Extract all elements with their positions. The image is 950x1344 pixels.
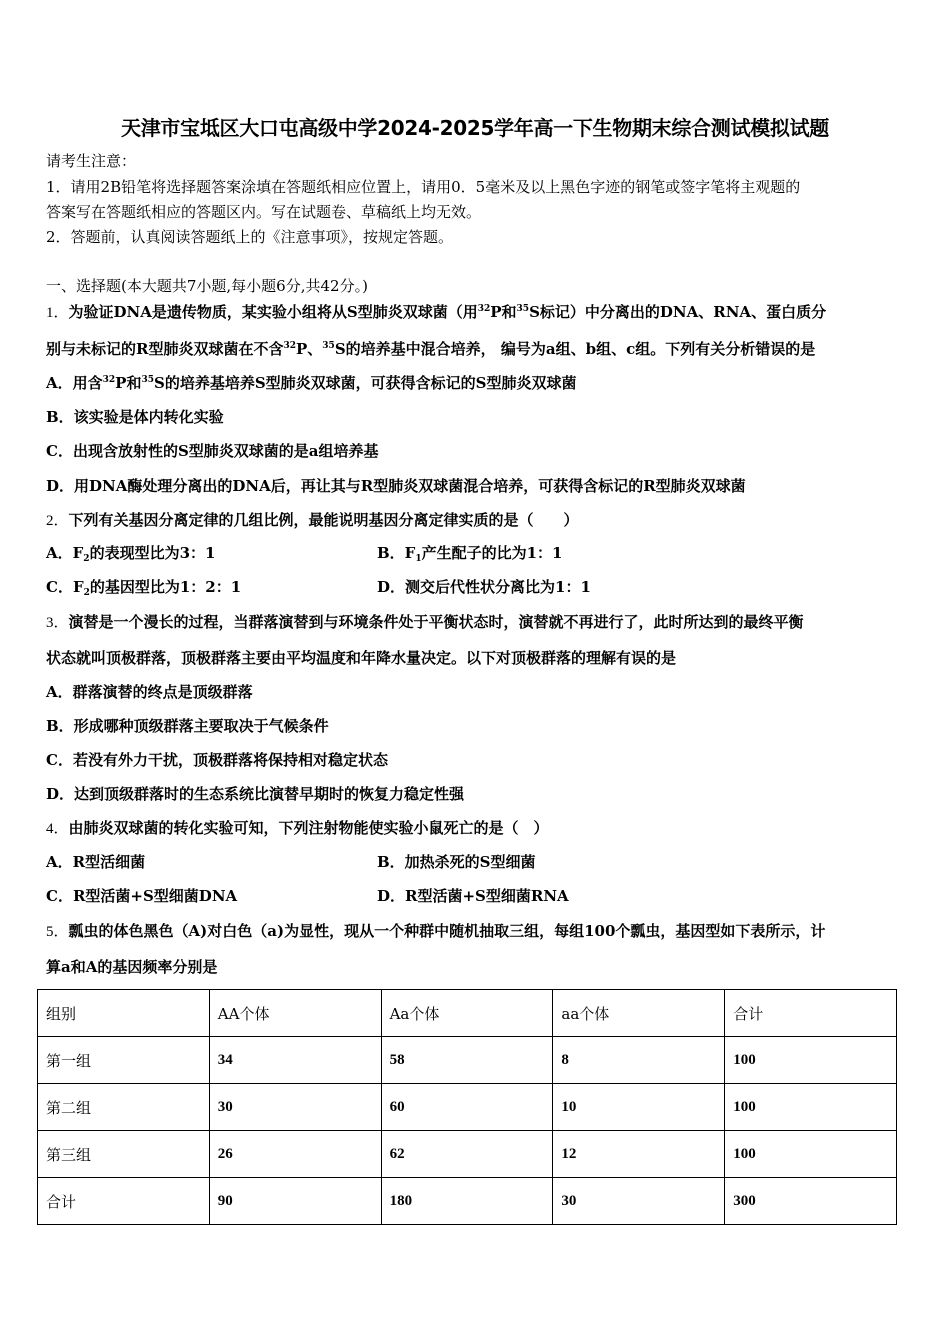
table-cell: 第三组 xyxy=(38,1131,210,1178)
genotype-table xyxy=(37,989,897,1225)
q3-stem-line-1 xyxy=(46,612,804,633)
section-heading: 一、选择题(本大题共7小题,每小题6分,共42分。) xyxy=(46,277,368,295)
q4-number: 4． xyxy=(46,821,69,837)
notice-2: 2．答题前，认真阅读答题纸上的《注意事项》，按规定答题。 xyxy=(46,228,454,246)
notice-1-line-2: 答案写在答题纸相应的答题区内。写在试题卷、草稿纸上均无效。 xyxy=(46,203,482,221)
table-cell: 100 xyxy=(725,1131,897,1178)
subscript: 2 xyxy=(83,554,90,564)
table-cell: 34 xyxy=(209,1037,381,1084)
notice-heading: 请考生注意： xyxy=(46,152,137,170)
table-cell: 合计 xyxy=(38,1178,210,1225)
q1-text: S的培养基中混合培养， 编号为a组、b组、c组。下列有关分析错误的是 xyxy=(334,340,816,358)
q1-option-b: B．该实验是体内转化实验 xyxy=(46,408,224,426)
option-text: 的基因型比为1：2：1 xyxy=(89,578,242,596)
q5-number: 5． xyxy=(46,924,69,940)
option-text: 的表现型比为3：1 xyxy=(89,544,216,562)
q2-stem xyxy=(46,510,579,531)
q3-option-d: D．达到顶级群落时的生态系统比演替早期时的恢复力稳定性强 xyxy=(46,785,465,803)
table-cell: 26 xyxy=(209,1131,381,1178)
table-header-row xyxy=(38,990,897,1037)
subscript: 2 xyxy=(83,588,90,598)
option-text: A．用含 xyxy=(46,374,103,392)
option-text: A．F xyxy=(46,544,84,562)
table-cell: 第二组 xyxy=(38,1084,210,1131)
q3-stem-line-2: 状态就叫顶极群落，顶极群落主要由平均温度和年降水量决定。以下对顶极群落的理解有误的是 xyxy=(46,649,677,667)
q3-number: 3． xyxy=(46,615,69,631)
q2-option-a xyxy=(46,543,215,563)
q1-stem-line-2 xyxy=(46,339,815,359)
page-title: 天津市宝坻区大口屯高级中学2024-2025学年高一下生物期末综合测试模拟试题 xyxy=(121,116,829,140)
q2-option-c xyxy=(46,577,241,597)
table-cell: 58 xyxy=(381,1037,553,1084)
notice-1-line-1: 1．请用2B铅笔将选择题答案涂填在答题纸相应位置上，请用0．5毫米及以上黑色字迹的钢笔或签字笔将主观题的 xyxy=(46,178,801,196)
table-row xyxy=(38,1084,897,1131)
q4-option-a: A．R型活细菌 xyxy=(46,853,146,871)
q1-text: P和 xyxy=(490,303,517,321)
q4-option-b: B．加热杀死的S型细菌 xyxy=(377,853,536,871)
table-row xyxy=(38,1178,897,1225)
superscript: 35 xyxy=(516,304,530,314)
q2-number: 2． xyxy=(46,513,69,529)
q2-text: 下列有关基因分离定律的几组比例，最能说明基因分离定律实质的是（ ） xyxy=(68,511,579,529)
table-cell: 30 xyxy=(553,1178,725,1225)
table-cell: 10 xyxy=(553,1084,725,1131)
table-header-cell: AA个体 xyxy=(209,990,381,1037)
q5-text: 瓢虫的体色黑色（A)对白色（a)为显性，现从一个种群中随机抽取三组，每组100个瓢虫，基因型如下表所示，计 xyxy=(68,922,826,940)
q1-option-c: C．出现含放射性的S型肺炎双球菌的是a组培养基 xyxy=(46,442,379,460)
table-header-cell: 组别 xyxy=(38,990,210,1037)
table-cell: 62 xyxy=(381,1131,553,1178)
q2-option-b xyxy=(377,543,562,563)
option-text: B．F xyxy=(377,544,416,562)
superscript: 32 xyxy=(477,304,491,314)
q1-text: 为验证DNA是遗传物质，某实验小组将从S型肺炎双球菌（用 xyxy=(68,303,478,321)
table-cell: 300 xyxy=(725,1178,897,1225)
table-cell: 180 xyxy=(381,1178,553,1225)
q1-text: 别与未标记的R型肺炎双球菌在不含 xyxy=(46,340,284,358)
table-row xyxy=(38,1131,897,1178)
q3-option-c: C．若没有外力干扰，顶极群落将保持相对稳定状态 xyxy=(46,751,388,769)
q4-text: 由肺炎双球菌的转化实验可知，下列注射物能使实验小鼠死亡的是（ ） xyxy=(68,819,549,837)
option-text: C．F xyxy=(46,578,84,596)
table-cell: 8 xyxy=(553,1037,725,1084)
table-header-cell: 合计 xyxy=(725,990,897,1037)
table-cell: 100 xyxy=(725,1084,897,1131)
table-row xyxy=(38,1037,897,1084)
superscript: 32 xyxy=(283,341,296,351)
q1-number: 1． xyxy=(46,305,69,321)
table-cell: 30 xyxy=(209,1084,381,1131)
q2-option-d: D．测交后代性状分离比为1：1 xyxy=(377,578,591,596)
table-cell: 100 xyxy=(725,1037,897,1084)
q1-option-a xyxy=(46,373,577,393)
superscript: 32 xyxy=(102,375,116,385)
table-header-cell: aa个体 xyxy=(553,990,725,1037)
q3-option-a: A．群落演替的终点是顶级群落 xyxy=(46,683,253,701)
q5-stem-line-2: 算a和A的基因频率分别是 xyxy=(46,958,218,976)
option-text: P和 xyxy=(115,374,142,392)
q5-stem-line-1 xyxy=(46,921,825,942)
q1-text: S标记）中分离出的DNA、RNA、蛋白质分 xyxy=(529,303,827,321)
table-header-cell: Aa个体 xyxy=(381,990,553,1037)
superscript: 35 xyxy=(141,375,154,385)
q1-text: P、 xyxy=(296,340,323,358)
table-cell: 12 xyxy=(553,1131,725,1178)
q4-option-d: D．R型活菌+S型细菌RNA xyxy=(377,887,569,905)
q1-option-d: D．用DNA酶处理分离出的DNA后，再让其与R型肺炎双球菌混合培养，可获得含标记的R型肺炎双球菌 xyxy=(46,477,746,495)
q3-text: 演替是一个漫长的过程，当群落演替到与环境条件处于平衡状态时，演替就不再进行了，此时所达到的最终平衡 xyxy=(68,613,804,631)
option-text: S的培养基培养S型肺炎双球菌，可获得含标记的S型肺炎双球菌 xyxy=(153,374,577,392)
option-text: 产生配子的比为1：1 xyxy=(421,544,563,562)
table-cell: 90 xyxy=(209,1178,381,1225)
table-cell: 60 xyxy=(381,1084,553,1131)
q1-stem-line-1 xyxy=(46,302,826,323)
superscript: 35 xyxy=(322,341,335,351)
table-cell: 第一组 xyxy=(38,1037,210,1084)
q4-option-c: C．R型活菌+S型细菌DNA xyxy=(46,887,238,905)
q3-option-b: B．形成哪种顶级群落主要取决于气候条件 xyxy=(46,717,329,735)
q4-stem xyxy=(46,818,549,839)
subscript: 1 xyxy=(415,554,422,564)
